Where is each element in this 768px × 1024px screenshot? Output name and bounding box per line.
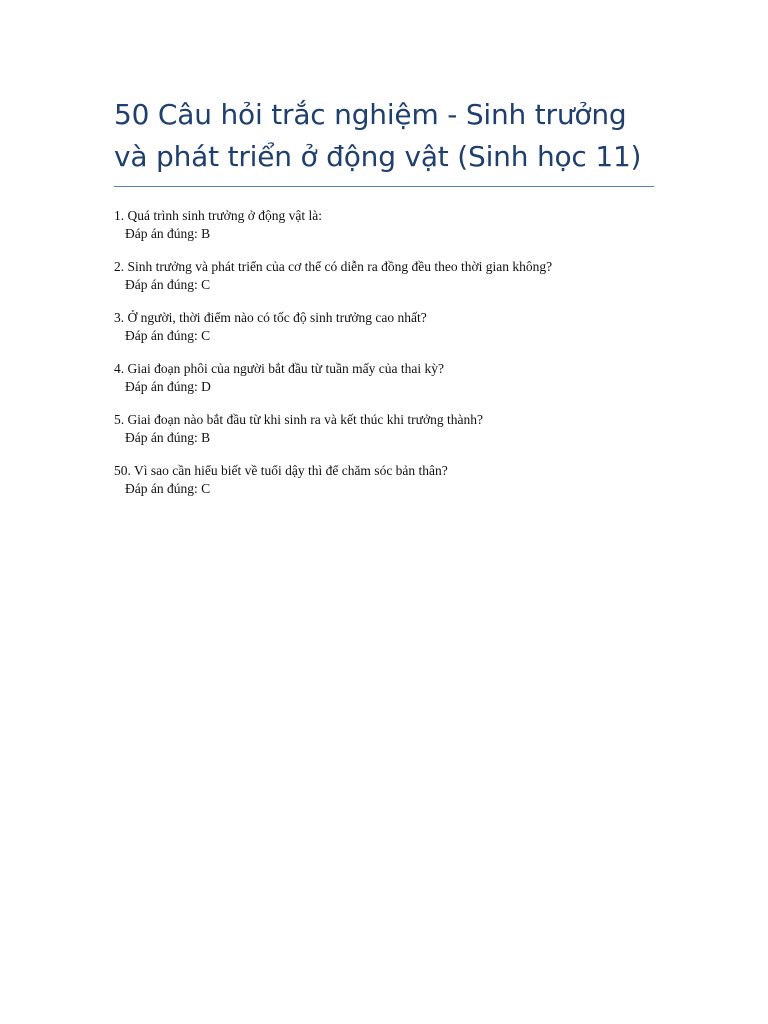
question-text: 3. Ở người, thời điểm nào có tốc độ sinh trưởng cao nhất? xyxy=(114,310,427,325)
question-item xyxy=(114,411,654,447)
question-text: 4. Giai đoạn phôi của người bắt đầu từ tuần mấy của thai kỳ? xyxy=(114,361,444,376)
question-item xyxy=(114,360,654,396)
question-text: 50. Vì sao cần hiểu biết về tuổi dậy thì để chăm sóc bản thân? xyxy=(114,463,448,478)
question-item xyxy=(114,462,654,498)
question-text: 1. Quá trình sinh trưởng ở động vật là: xyxy=(114,208,322,223)
question-answer: Đáp án đúng: D xyxy=(125,379,211,394)
question-item xyxy=(114,309,654,345)
question-answer: Đáp án đúng: C xyxy=(125,481,211,496)
question-answer: Đáp án đúng: C xyxy=(125,328,211,343)
question-text: 5. Giai đoạn nào bắt đầu từ khi sinh ra và kết thúc khi trưởng thành? xyxy=(114,412,483,427)
question-answer: Đáp án đúng: B xyxy=(125,430,211,445)
question-answer: Đáp án đúng: B xyxy=(125,226,211,241)
question-list xyxy=(114,207,654,498)
question-text: 2. Sinh trưởng và phát triển của cơ thể có diễn ra đồng đều theo thời gian không? xyxy=(114,259,553,274)
question-item xyxy=(114,207,654,243)
title-underline xyxy=(114,186,654,187)
page-title: 50 Câu hỏi trắc nghiệm - Sinh trưởng và phát triển ở động vật (Sinh học 11) xyxy=(114,98,642,173)
question-answer: Đáp án đúng: C xyxy=(125,277,211,292)
question-item xyxy=(114,258,654,294)
